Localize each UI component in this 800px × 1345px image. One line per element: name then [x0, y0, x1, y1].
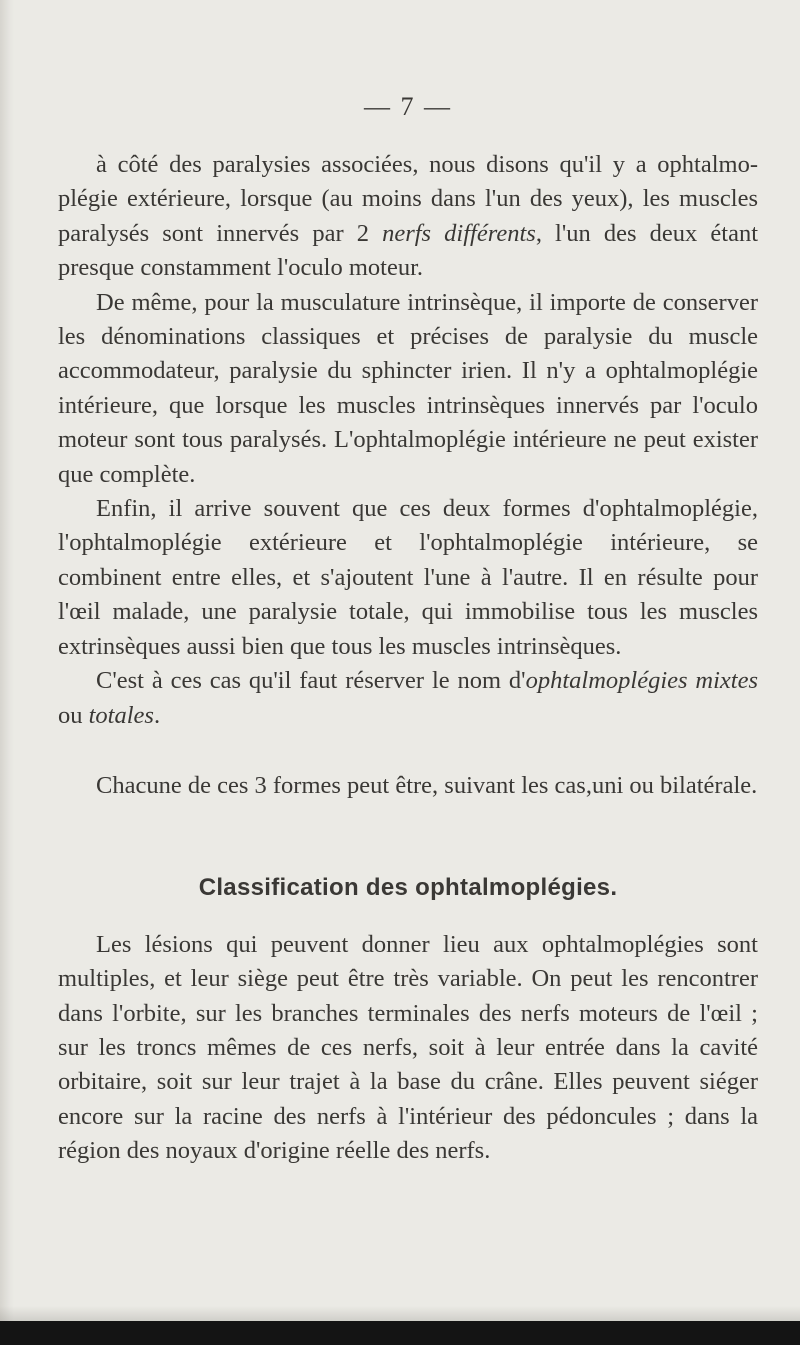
paragraph-text: ou	[58, 701, 89, 729]
italic-term-ophtalmoplegies-mixtes: ophtalmoplégies mixtes	[525, 667, 758, 695]
paragraph-text: De même, pour la musculature intrinsèque, il importe de conserver les dénominations classiques et précises de paralysie du muscle accommodateur, paralysie du sphincter irien. Il n'y a ophtalmoplégie intérieure, que lorsque les muscles intrinsèques innervés par l'oculo moteur sont tous paralysés. L'ophtalmoplégie intérieure ne peut exister que complète.	[58, 288, 758, 488]
section-heading: Classification des ophtalmoplégies.	[198, 874, 618, 902]
paragraph-text: Enfin, il arrive souvent que ces deux formes d'ophtalmoplégie, l'ophtalmoplégie extérieure et l'ophtalmoplégie intérieure, se combinent entre elles, et s'ajoutent l'une à l'autre. Il en résulte pour l'œil malade, une paralysie totale, qui immobilise tous les muscles extrinsèques aussi bien que tous les muscles intrinsèques.	[58, 495, 758, 660]
paragraph-musculature-intrinseque	[58, 286, 758, 492]
paragraph-text: C'est à ces cas qu'il faut réserver le nom d'	[96, 667, 526, 695]
paragraph-ophtalmoplegies-mixtes	[58, 664, 758, 733]
paragraph-text: , l'un des deux étant presque constamment l'oculo moteur.	[58, 219, 759, 282]
paragraph-text: .	[153, 701, 161, 729]
page-left-edge-shadow	[0, 0, 14, 1345]
paragraph-formes-combinees	[58, 492, 758, 664]
scan-bottom-edge	[0, 1321, 800, 1345]
paragraph-lesions	[58, 928, 758, 1169]
page-body	[58, 148, 758, 1169]
page-bottom-shadow	[0, 1306, 800, 1322]
page-number: — 7 —	[364, 92, 452, 121]
paragraph-uni-ou-bilaterale	[58, 769, 758, 803]
italic-term-nerfs-differents: nerfs différents	[382, 219, 536, 247]
paragraph-ophtalmoplegie-exterieure	[58, 148, 758, 286]
italic-term-totales: totales	[88, 701, 154, 729]
paragraph-text: à côté des paralysies associées, nous disons qu'il y a ophtalmo-plégie extérieure, lorsque (au moins dans l'un des yeux), les muscles paralysés sont innervés par 2	[58, 151, 758, 247]
paragraph-text: Les lésions qui peuvent donner lieu aux ophtalmoplégies sont multiples, et leur siège peut être très variable. On peut les rencontrer dans l'orbite, sur les branches terminales des nerfs moteurs de l'œil ; sur les troncs mêmes de ces nerfs, soit à leur entrée dans la cavité orbitaire, soit sur leur trajet à la base du crâne. Elles peuvent siéger encore sur la racine des nerfs à l'intérieur des pédoncules ; dans la région des noyaux d'origine réelle des nerfs.	[58, 930, 758, 1165]
paragraph-text: Chacune de ces 3 formes peut être, suivant les cas,uni ou bilatérale.	[96, 771, 758, 799]
